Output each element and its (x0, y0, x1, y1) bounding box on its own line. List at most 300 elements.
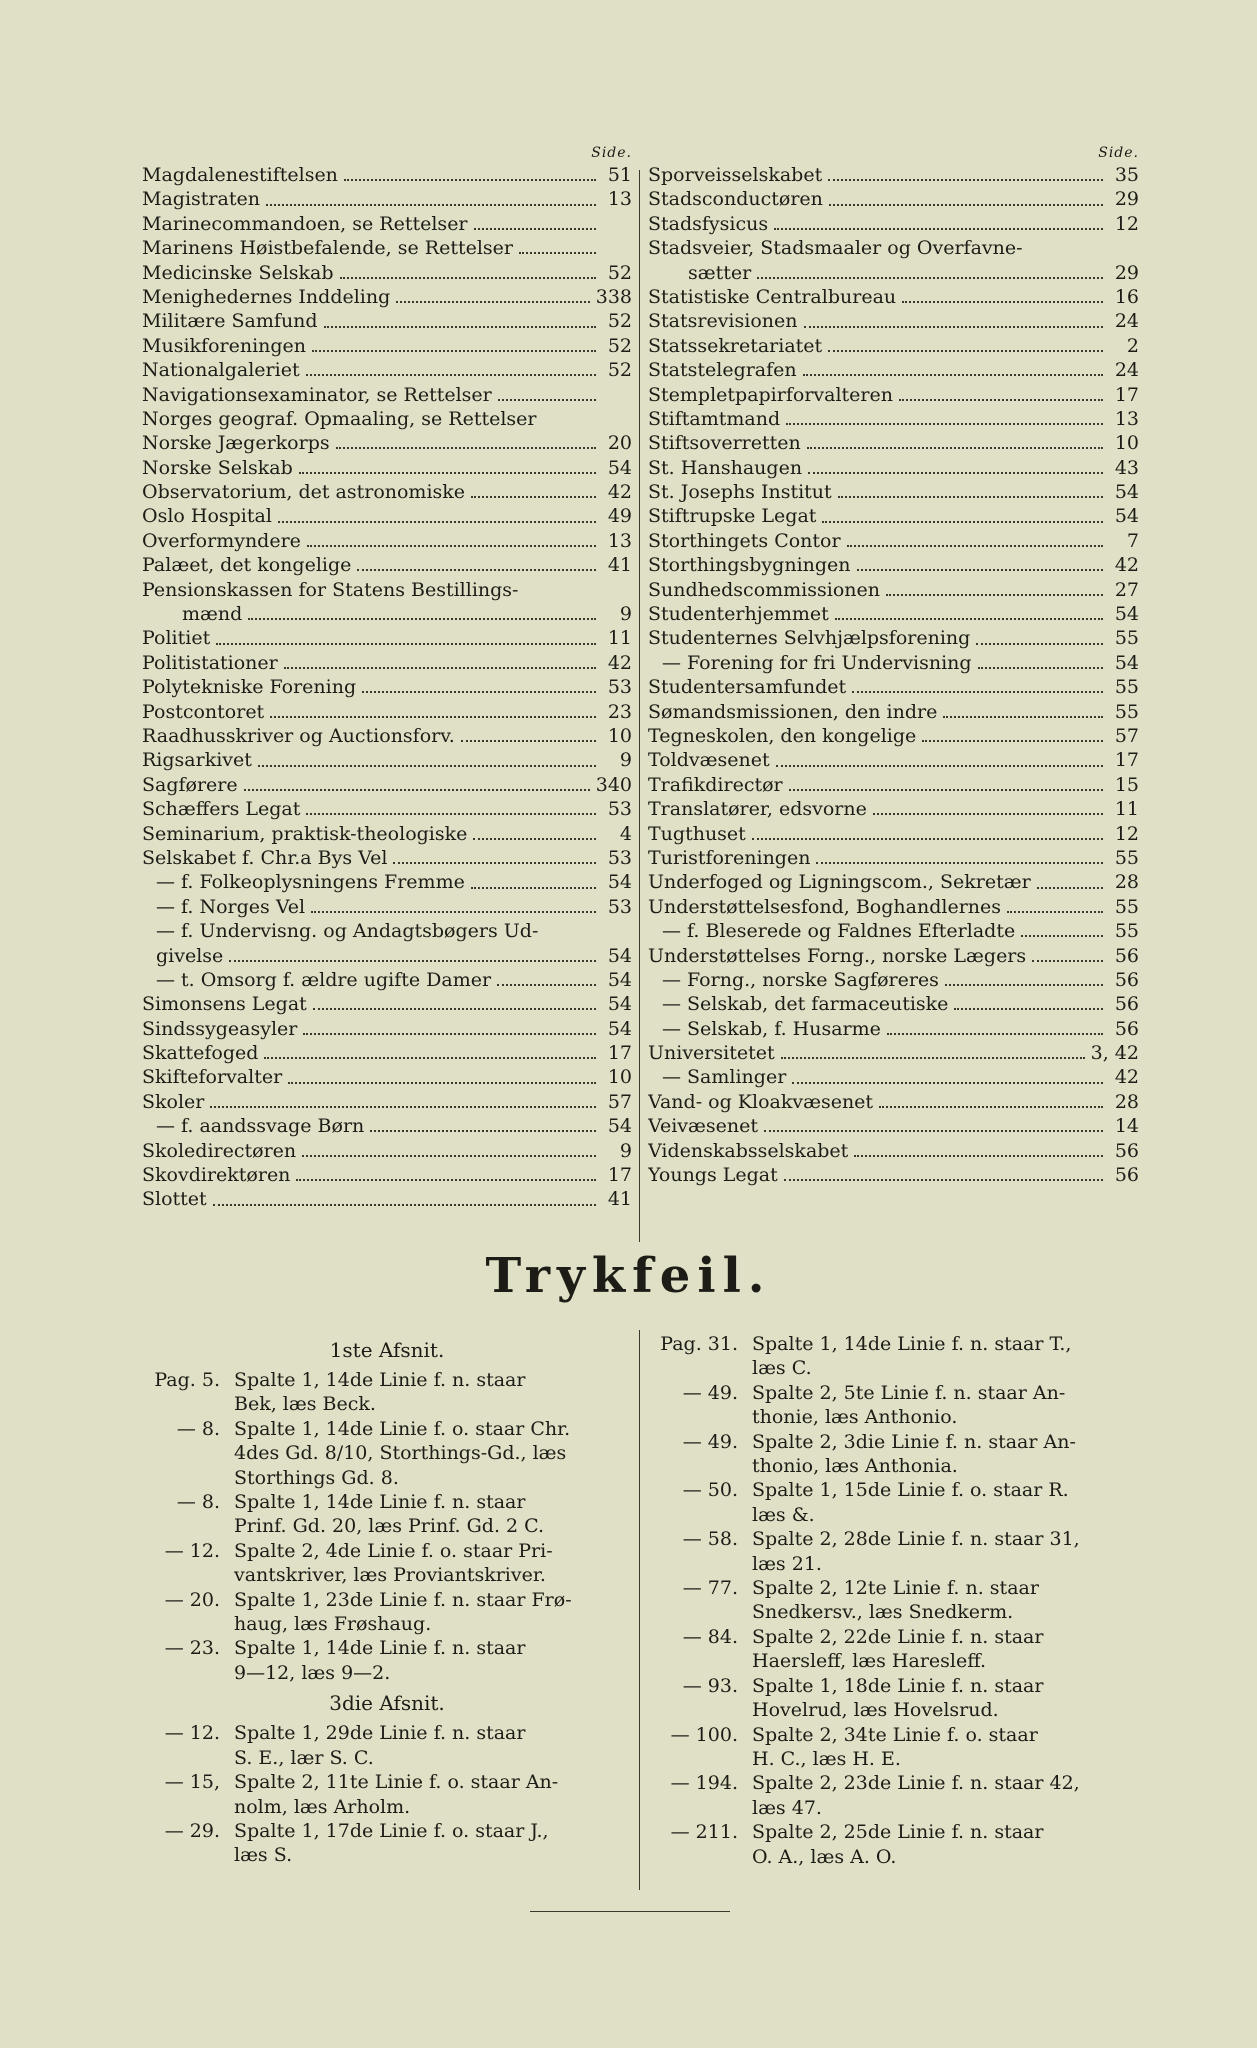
dot-leader (776, 765, 1103, 767)
index-entry-page: 35 (1114, 164, 1139, 186)
index-entry-page: 10 (1114, 432, 1139, 455)
index-entry-page: 28 (1114, 871, 1139, 894)
index-entry-title: Statsrevisionen (648, 310, 798, 333)
errata-text (752, 1771, 1139, 1820)
index-entry-page: 52 (607, 310, 632, 333)
dot-leader (886, 594, 1103, 596)
index-entry-title: — f. Folkeoplysningens Fremme (156, 871, 465, 894)
dot-leader (816, 862, 1103, 864)
errata-text (234, 1368, 632, 1417)
errata-line: Spalte 1, 23de Linie f. n. staar Frø- (234, 1588, 572, 1611)
errata-line: S. E., lær S. C. (234, 1746, 374, 1769)
errata-line: Spalte 2, 5te Linie f. n. staar An- (752, 1381, 1066, 1404)
errata-entry (660, 1771, 1139, 1820)
errata-entry (660, 1478, 1139, 1527)
index-entry-page: 53 (607, 798, 632, 821)
index-entry-page: 20 (607, 432, 632, 455)
errata-line: læs S. (234, 1844, 293, 1867)
index-entry (142, 700, 632, 724)
index-entry-page: 55 (1114, 846, 1139, 869)
errata-line: nolm, læs Arholm. (234, 1795, 411, 1818)
index-entry-title: givelse (156, 944, 224, 967)
index-entry-title: Postcontoret (142, 700, 265, 723)
dot-leader (828, 179, 1103, 181)
index-entry-page: 43 (1114, 456, 1139, 479)
dot-leader (764, 1130, 1103, 1132)
index-entry (648, 553, 1139, 577)
index-entry-title: Musikforeningen (142, 334, 307, 357)
index-entry (648, 1114, 1139, 1138)
index-entry-title: Palæet, det kongelige (142, 554, 352, 577)
index-entry-title: — f. Norges Vel (156, 895, 306, 918)
errata-line: Hovelrud, læs Hovelsrud. (752, 1699, 999, 1722)
errata-line: Spalte 1, 29de Linie f. n. staar (234, 1722, 526, 1745)
dot-leader (838, 496, 1103, 498)
dot-leader (344, 179, 596, 181)
index-entry (142, 602, 632, 626)
index-entry (142, 748, 632, 772)
index-entry-title: Skifteforvalter (142, 1066, 283, 1089)
index-entry-page: 54 (607, 456, 632, 479)
errata-line: haug, læs Frøshaug. (234, 1613, 432, 1636)
index-entry-page: 17 (1114, 749, 1139, 772)
errata-line: Snedkersv., læs Snedkerm. (752, 1601, 1014, 1624)
errata-page-ref: — 23. (164, 1637, 220, 1660)
errata-page-ref: — 58. (682, 1528, 738, 1551)
errata-line: Spalte 2, 12te Linie f. n. staar (752, 1577, 1039, 1600)
index-entry-page: 24 (1114, 310, 1139, 333)
index-entry (142, 1163, 632, 1187)
errata-line: Spalte 2, 22de Linie f. n. staar (752, 1625, 1044, 1648)
dot-leader (899, 399, 1103, 401)
errata-page-ref: — 84. (682, 1625, 738, 1648)
dot-leader (803, 374, 1103, 376)
errata-entry (660, 1674, 1139, 1723)
index-entry-page: 17 (607, 1164, 632, 1187)
index-entry-page: 54 (607, 1017, 632, 1040)
errata-line: læs &. (752, 1503, 815, 1526)
index-entry (142, 212, 632, 236)
index-entry (648, 212, 1139, 236)
index-entry (648, 1139, 1139, 1163)
index-entry-title: — t. Omsorg f. ældre ugifte Damer (156, 968, 492, 991)
errata-line: læs C. (752, 1357, 812, 1380)
index-list (648, 163, 1139, 1187)
errata-page-ref: — 211. (670, 1821, 738, 1844)
index-entry-title: Statistiske Centralbureau (648, 285, 897, 308)
index-entry-page: 3, 42 (1090, 1042, 1139, 1065)
index-entry-title: Schæffers Legat (142, 798, 301, 821)
errata-text (234, 1770, 632, 1819)
errata-page-ref: — 12. (164, 1722, 220, 1745)
errata-column-left (142, 1332, 632, 1868)
index-entry (648, 626, 1139, 650)
index-entry-title: Turistforeningen (648, 846, 811, 869)
dot-leader (357, 569, 596, 571)
index-entry (142, 846, 632, 870)
dot-leader (313, 1008, 596, 1010)
index-entry (648, 895, 1139, 919)
index-entry (142, 797, 632, 821)
errata-text (752, 1723, 1139, 1772)
errata-line: Spalte 1, 14de Linie f. n. staar (234, 1369, 526, 1391)
index-entry-title: Medicinske Selskab (142, 261, 334, 284)
dot-leader (829, 204, 1103, 206)
errata-page-ref: — 15, (164, 1771, 220, 1794)
dot-leader (497, 984, 596, 986)
errata-text (752, 1576, 1139, 1625)
index-entry-page: 56 (1114, 1017, 1139, 1040)
errata-page-ref: — 20. (164, 1588, 220, 1611)
index-entry-title: Videnskabsselskabet (648, 1139, 849, 1162)
errata-column-right (660, 1332, 1139, 1869)
index-entry (142, 383, 632, 407)
errata-heading-wrap (0, 1246, 1257, 1306)
index-entry (648, 870, 1139, 894)
errata-page-ref: — 8. (176, 1417, 220, 1440)
index-entry-page: 53 (607, 676, 632, 699)
index-entry (142, 773, 632, 797)
index-entry (648, 748, 1139, 772)
index-entry-title: Tegneskolen, den kongelige (648, 724, 917, 747)
index-entry (142, 870, 632, 894)
index-entry-page: 52 (607, 261, 632, 284)
dot-leader (781, 1057, 1085, 1059)
index-entry-title: Trafikdirectør (648, 773, 783, 796)
errata-entry (660, 1625, 1139, 1674)
errata-text (234, 1417, 632, 1490)
dot-leader (266, 204, 596, 206)
index-entry-page: 54 (607, 1115, 632, 1138)
index-entry-page: 29 (1114, 261, 1139, 284)
errata-line: Spalte 2, 11te Linie f. o. staar An- (234, 1771, 559, 1794)
dot-leader (393, 862, 596, 864)
errata-list (660, 1332, 1139, 1869)
errata-line: Spalte 1, 14de Linie f. n. staar (234, 1491, 526, 1514)
errata-line: Spalte 1, 14de Linie f. n. staar (234, 1637, 526, 1660)
index-entry-page: 12 (1114, 822, 1139, 845)
dot-leader (519, 252, 596, 254)
index-entry (142, 675, 632, 699)
dot-leader (847, 545, 1103, 547)
errata-list (142, 1721, 632, 1867)
index-entry-title: Stadsconductøren (648, 188, 823, 211)
index-entry (648, 309, 1139, 333)
index-entry-title: Simonsens Legat (142, 993, 307, 1016)
index-entry (648, 480, 1139, 504)
index-entry-title: Overformyndere (142, 529, 301, 552)
errata-page-ref: — 29. (164, 1819, 220, 1842)
errata-line: Storthings Gd. 8. (234, 1466, 399, 1489)
index-entry-page: 17 (607, 1042, 632, 1065)
index-entry (648, 236, 1139, 260)
index-entry-page: 56 (1114, 993, 1139, 1016)
closing-rule (530, 1911, 730, 1912)
index-entry (648, 1017, 1139, 1041)
errata-line: Spalte 2, 25de Linie f. n. staar (752, 1821, 1044, 1844)
index-entry (142, 1139, 632, 1163)
index-entry-title: Translatører, edsvorne (648, 798, 867, 821)
errata-page-ref: — 100. (670, 1723, 738, 1746)
dot-leader (248, 618, 596, 620)
index-entry-page: 54 (1114, 603, 1139, 626)
index-entry-title: Politiet (142, 627, 211, 650)
index-entry-title: Studenterhjemmet (648, 603, 829, 626)
index-entry-title: — Forng., norske Sagføreres (662, 968, 939, 991)
errata-line: læs 47. (752, 1796, 822, 1819)
index-entry (648, 1163, 1139, 1187)
index-entry-page: 55 (1114, 627, 1139, 650)
index-entry-page: 23 (607, 700, 632, 723)
index-entry (648, 602, 1139, 626)
dot-leader (1007, 911, 1103, 913)
dot-leader (216, 643, 596, 645)
errata-entry (660, 1723, 1139, 1772)
index-entry-page: 42 (607, 481, 632, 504)
index-entry (648, 383, 1139, 407)
errata-text (752, 1430, 1139, 1479)
index-entry-title: — Samlinger (662, 1066, 787, 1089)
index-entry-title: Menighedernes Inddeling (142, 285, 391, 308)
index-entry-page: 52 (607, 334, 632, 357)
errata-line: thonie, læs Anthonio. (752, 1406, 958, 1429)
index-entry-title: Sindssygeasyler (142, 1017, 298, 1040)
index-entry-page: 54 (607, 871, 632, 894)
dot-leader (307, 545, 596, 547)
index-entry (142, 504, 632, 528)
index-entry-title: Stiftrupske Legat (648, 505, 817, 528)
index-entry (142, 1041, 632, 1065)
index-entry (142, 529, 632, 553)
errata-line: Spalte 1, 18de Linie f. n. staar (752, 1674, 1044, 1697)
index-entry-title: Skattefoged (142, 1042, 259, 1065)
index-entry-page: 9 (619, 1139, 632, 1162)
index-entry (142, 919, 632, 943)
index-entry-page: 55 (1114, 676, 1139, 699)
dot-leader (954, 1008, 1103, 1010)
dot-leader (879, 1106, 1103, 1108)
errata-line: H. C., læs H. E. (752, 1747, 901, 1770)
dot-leader (498, 399, 596, 401)
index-entry (142, 1017, 632, 1041)
index-entry-title: Polytekniske Forening (142, 676, 357, 699)
dot-leader (804, 326, 1104, 328)
dot-leader (835, 618, 1103, 620)
dot-leader (852, 691, 1103, 693)
errata-page-ref: — 194. (670, 1772, 738, 1795)
index-entry-title: Norges geograf. Opmaaling, se Rettelser (142, 407, 537, 430)
index-entry-page: 56 (1114, 968, 1139, 991)
index-entry-title: — Selskab, det farmaceutiske (662, 993, 949, 1016)
dot-leader (370, 1130, 596, 1132)
index-entry-title: — f. Undervisng. og Andagtsbøgers Ud- (156, 920, 539, 943)
dot-leader (471, 887, 596, 889)
index-entry-page: 7 (1126, 529, 1139, 552)
index-entry (142, 651, 632, 675)
index-entry (648, 187, 1139, 211)
dot-leader (336, 447, 596, 449)
index-entry (142, 553, 632, 577)
errata-text (752, 1674, 1139, 1723)
errata-line: Spalte 1, 14de Linie f. o. staar Chr. (234, 1417, 571, 1440)
errata-line: Spalte 1, 17de Linie f. o. staar J., (234, 1819, 549, 1842)
dot-leader (752, 838, 1103, 840)
index-entry (142, 309, 632, 333)
index-entry-title: Statstelegrafen (648, 359, 797, 382)
index-entry-page: 28 (1114, 1090, 1139, 1113)
index-entry-title: Marinens Høistbefalende, se Rettelser (142, 237, 513, 260)
index-entry-page: 57 (607, 1090, 632, 1113)
index-entry-title: Stiftamtmand (648, 407, 781, 430)
index-entry-page: 2 (1126, 334, 1139, 357)
index-entry (648, 651, 1139, 675)
index-entry-title: St. Josephs Institut (648, 481, 832, 504)
dot-leader (789, 789, 1103, 791)
index-entry-title: Storthingsbygningen (648, 554, 851, 577)
dot-leader (473, 838, 596, 840)
dot-leader (902, 301, 1103, 303)
errata-text (234, 1721, 632, 1770)
dot-leader (306, 374, 596, 376)
index-entry (142, 480, 632, 504)
index-entry (142, 895, 632, 919)
errata-page-ref: — 49. (682, 1381, 738, 1404)
dot-leader (278, 521, 596, 523)
index-entry-title: Magdalenestiftelsen (142, 164, 338, 186)
index-entry (648, 992, 1139, 1016)
index-entry-page: 49 (607, 505, 632, 528)
errata-entry (660, 1332, 1139, 1381)
dot-leader (828, 350, 1103, 352)
index-entry-page: 13 (607, 529, 632, 552)
index-entry-title: Skoledirectøren (142, 1139, 297, 1162)
dot-leader (340, 277, 596, 279)
index-entry-title: Storthingets Contor (648, 529, 841, 552)
errata-page-ref: — 77. (682, 1577, 738, 1600)
column-divider (639, 170, 640, 1242)
dot-leader (784, 1179, 1103, 1181)
index-entry (648, 773, 1139, 797)
index-entry (142, 431, 632, 455)
section-heading: 1ste Afsnit. (329, 1338, 445, 1362)
errata-page-ref: — 50. (682, 1479, 738, 1502)
errata-text (234, 1490, 632, 1539)
dot-leader (284, 667, 596, 669)
dot-leader (270, 716, 596, 718)
index-entry (142, 261, 632, 285)
errata-entry (660, 1381, 1139, 1430)
index-entry-page: 14 (1114, 1115, 1139, 1138)
errata-entry (660, 1527, 1139, 1576)
dot-leader (244, 789, 590, 791)
page-column-header: Side. (1098, 145, 1139, 161)
index-entry (648, 285, 1139, 309)
index-entry-title: Rigsarkivet (142, 749, 252, 772)
errata-entry (660, 1576, 1139, 1625)
index-entry-page: 15 (1114, 773, 1139, 796)
index-entry-page: 42 (607, 651, 632, 674)
dot-leader (976, 643, 1103, 645)
errata-title: Trykfeil. (485, 1248, 772, 1304)
index-entry (648, 1090, 1139, 1114)
index-entry-title: Skoler (142, 1090, 205, 1113)
errata-line: Spalte 2, 3die Linie f. n. staar An- (752, 1430, 1076, 1453)
index-entry-title: Nationalgaleriet (142, 359, 300, 382)
column-divider (639, 1330, 640, 1890)
index-entry-title: Marinecommandoen, se Rettelser (142, 212, 468, 235)
index-entry-title: mænd (182, 603, 243, 626)
index-entry (648, 261, 1139, 285)
index-entry-page: 55 (1114, 700, 1139, 723)
dot-leader (757, 277, 1103, 279)
index-entry-page: 57 (1114, 724, 1139, 747)
index-entry (142, 992, 632, 1016)
index-entry (648, 675, 1139, 699)
index-entry-page: 10 (607, 724, 632, 747)
index-entry-page: 51 (607, 164, 632, 186)
errata-line: 4des Gd. 8/10, Storthings-Gd., læs (234, 1442, 567, 1465)
index-entry (648, 797, 1139, 821)
index-entry (142, 163, 632, 187)
errata-line: Spalte 2, 23de Linie f. n. staar 42, (752, 1772, 1080, 1795)
dot-leader (943, 716, 1103, 718)
index-entry (648, 822, 1139, 846)
index-entry-page: 55 (1114, 920, 1139, 943)
index-entry-title: Stadsveier, Stadsmaaler og Overfavne- (648, 237, 1023, 260)
index-entry-title: Studentersamfundet (648, 676, 847, 699)
index-entry-page: 13 (1114, 407, 1139, 430)
index-entry-page: 42 (1114, 1066, 1139, 1089)
index-entry (648, 578, 1139, 602)
dot-leader (299, 472, 596, 474)
index-entry-title: Skovdirektøren (142, 1164, 291, 1187)
index-entry (142, 1090, 632, 1114)
errata-text (752, 1381, 1139, 1430)
index-entry-title: Youngs Legat (648, 1164, 778, 1187)
errata-text (234, 1819, 632, 1868)
index-entry-title: Oslo Hospital (142, 505, 272, 528)
index-entry-title: Sagførere (142, 773, 238, 796)
index-entry (142, 407, 632, 431)
dot-leader (311, 911, 596, 913)
index-entry (648, 431, 1139, 455)
errata-line: Spalte 2, 28de Linie f. n. staar 31, (752, 1528, 1080, 1551)
index-entry-page: 29 (1114, 188, 1139, 211)
index-entry-title: Magistraten (142, 188, 260, 211)
index-entry-page: 55 (1114, 895, 1139, 918)
index-entry-page: 16 (1114, 285, 1139, 308)
errata-entry (142, 1417, 632, 1490)
index-entry-page: 4 (619, 822, 632, 845)
index-entry-title: Selskabet f. Chr.a Bys Vel (142, 846, 388, 869)
index-entry-page: 27 (1114, 578, 1139, 601)
errata-line: Spalte 2, 34te Linie f. o. staar (752, 1723, 1038, 1746)
index-entry (648, 529, 1139, 553)
errata-entry (142, 1770, 632, 1819)
index-entry-page: 53 (607, 895, 632, 918)
dot-leader (978, 667, 1103, 669)
errata-text (752, 1527, 1139, 1576)
index-entry-title: Universitetet (648, 1042, 775, 1065)
index-entry-page: 12 (1114, 212, 1139, 235)
page-column-header: Side. (591, 145, 632, 161)
index-entry-title: — f. Bleserede og Faldnes Efterladte (662, 920, 1016, 943)
section-heading: 3die Afsnit. (329, 1691, 445, 1716)
errata-text (234, 1588, 632, 1637)
index-entry (142, 187, 632, 211)
dot-leader (792, 1082, 1103, 1084)
dot-leader (213, 1204, 596, 1206)
